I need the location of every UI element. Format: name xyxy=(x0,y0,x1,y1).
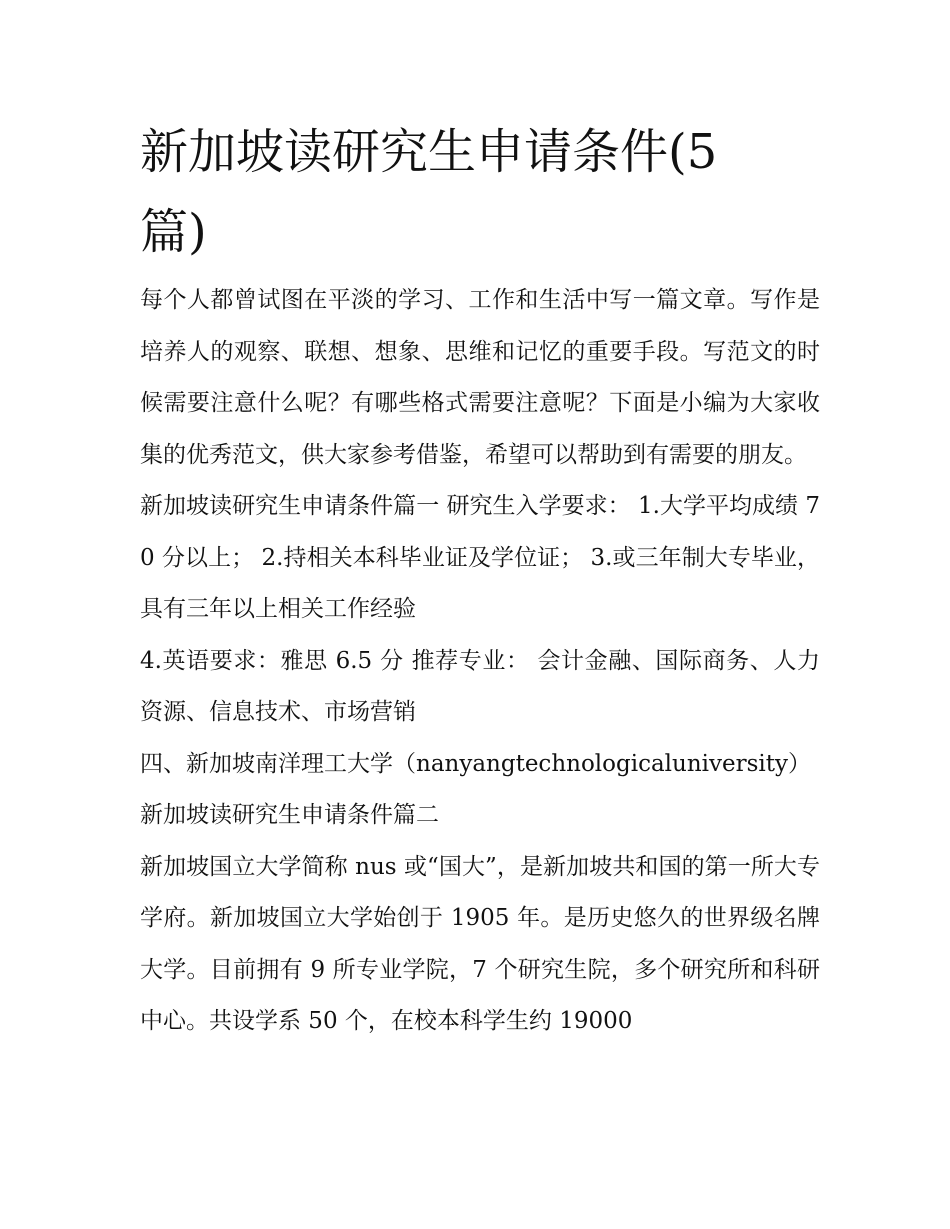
article-two-heading: 新加坡读研究生申请条件篇二 xyxy=(140,802,439,828)
article-one-requirements: 新加坡读研究生申请条件篇一 研究生入学要求： 1.大学平均成绩 70 分以上； 2.持相关本科毕业证及学位证； 3.或三年制大专毕业，具有三年以上相关工作经验 xyxy=(140,493,820,622)
document-title xyxy=(140,112,780,272)
title-tail: 篇) xyxy=(140,204,207,260)
title-main: 新加坡读研究生申请条件(5 xyxy=(140,124,718,180)
english-requirement-paragraph: 4.英语要求：雅思 6.5 分 推荐专业： 会计金融、国际商务、人力资源、信息技术、市场营销 xyxy=(140,647,820,725)
nus-paragraph: 新加坡国立大学简称 nus 或“国大”，是新加坡共和国的第一所大专学府。新加坡国立大学始创于 1905 年。是历史悠久的世界级名牌大学。目前拥有 9 所专业学院，7 个研究生院，多个研究所和科研中心。共设学系 50 个，在校本科学生约 19000 xyxy=(140,853,820,1034)
intro-paragraph: 每个人都曾试图在平淡的学习、工作和生活中写一篇文章。写作是培养人的观察、联想、想象、思维和记忆的重要手段。写范文的时候需要注意什么呢？有哪些格式需要注意呢？下面是小编为大家收集的优秀范文，供大家参考借鉴，希望可以帮助到有需要的朋友。 xyxy=(140,287,820,468)
ntu-heading: 四、新加坡南洋理工大学（nanyangtechnologicaluniversity） xyxy=(140,750,811,777)
document-body xyxy=(140,275,820,1048)
